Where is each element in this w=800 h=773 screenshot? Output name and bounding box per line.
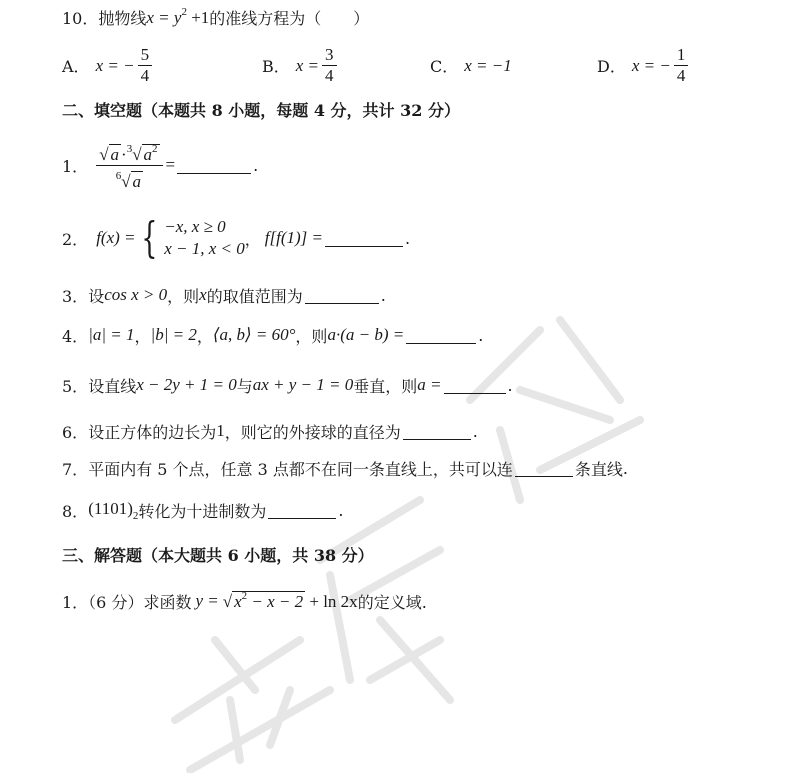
fill-q6: 6． 设正方体的边长为 1 ，则它的外接球的直径为 . — [62, 421, 478, 442]
fill-q8: 8． $(1101)_2$ 转化为十进制数为 . — [62, 498, 344, 522]
option-b: B． x = $\frac{3}{4}$ — [262, 45, 340, 86]
q10-stem-text: 的准线方程为（ ） — [209, 8, 370, 28]
fill-q3: 3． 设 cos x > 0 ，则 x 的取值范围为 . — [62, 285, 386, 306]
answer-blank[interactable] — [444, 377, 506, 394]
q10-stem-num: 10．抛物线 — [62, 8, 147, 28]
section-2-title: 二、填空题（本题共 8 小题，每题 4 分，共计 32 分） — [62, 100, 460, 120]
question-10 — [62, 5, 369, 29]
answer-blank[interactable] — [406, 327, 476, 344]
answer-blank[interactable] — [515, 460, 573, 477]
solve-q1: 1．（6 分）求函数 y = √ $x^2 - x - 2 + \ln 2x$ 的定义域. — [62, 590, 427, 612]
answer-blank[interactable] — [305, 287, 379, 304]
fill-q5: 5． 设直线 x − 2y + 1 = 0 与 ax + y − 1 = 0 垂直，则 a = . — [62, 375, 513, 396]
fill-q7: 7． 平面内有 5 个点，任意 3 点都不在同一条直线上，共可以连 条直线 . — [62, 458, 629, 479]
fill-q4: 4． |a| = 1 ， |b| = 2 ， ⟨a, b⟩ = 60° ，则 a·(a − b) = . — [62, 325, 484, 346]
option-d: D． x = − $\frac{1}{4}$ — [597, 45, 691, 86]
answer-blank[interactable] — [325, 230, 403, 247]
option-c: C． x = −1 — [430, 55, 512, 76]
q10-expr: $x = y^2 +1$ — [146, 6, 210, 27]
answer-blank[interactable] — [177, 157, 251, 174]
answer-blank[interactable] — [268, 502, 336, 519]
section-3-title: 三、解答题（本大题共 6 小题，共 38 分） — [62, 545, 374, 565]
fill-q1: 1． $\frac{√ a \cdot^3√ a^2}{^6√ a}$ = . — [62, 140, 258, 190]
option-a: A． x = − $\frac{5}{4}$ — [62, 45, 155, 86]
answer-blank[interactable] — [403, 423, 471, 440]
fill-q2: 2． f(x) = { −x, x ≥ 0 x − 1, x < 0 ， f[f(1)] = . — [62, 213, 411, 262]
